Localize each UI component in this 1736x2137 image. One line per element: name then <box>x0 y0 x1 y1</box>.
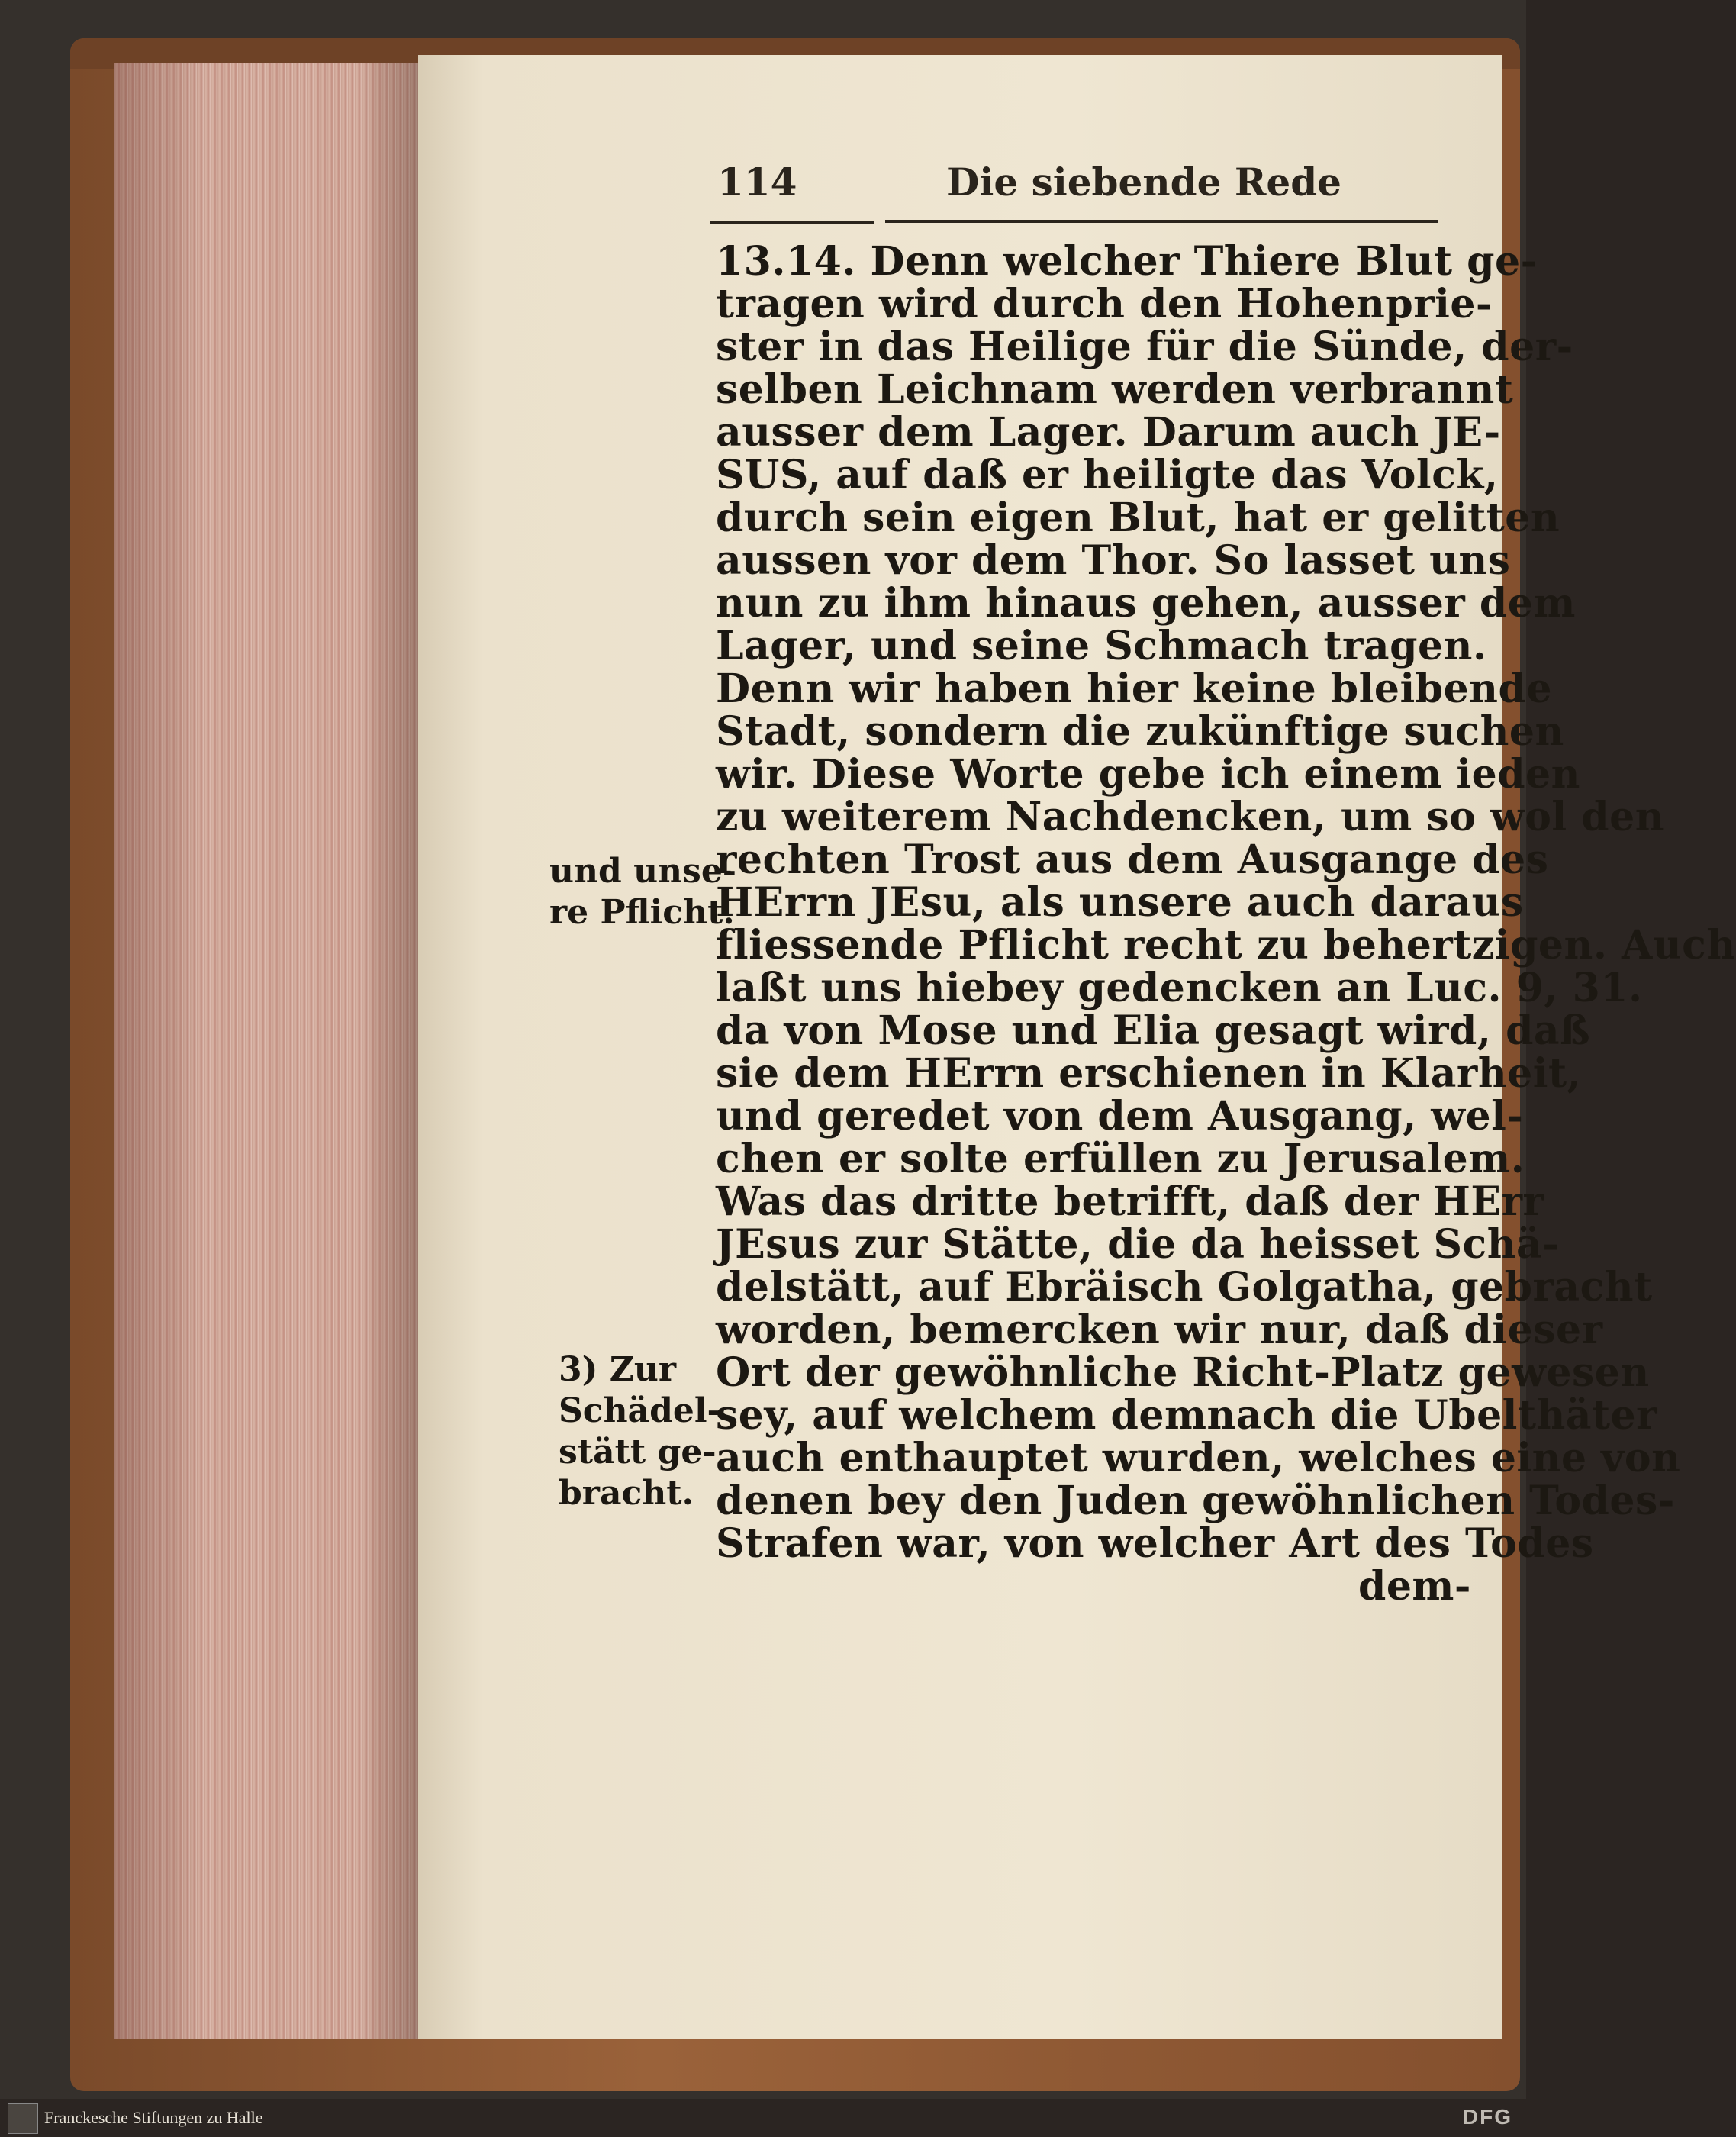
text-line: da von Mose und Elia gesagt wird, daß <box>716 1007 1591 1054</box>
funder-logo: DFG <box>1462 2105 1512 2129</box>
margin-note-line: Schädel- <box>559 1391 721 1430</box>
text-line: denen bey den Juden gewöhnlichen Todes- <box>716 1478 1675 1524</box>
text-line: Ort der gewöhnliche Richt-Platz gewesen <box>716 1349 1650 1396</box>
margin-note-pflicht <box>549 851 736 933</box>
text-line: tragen wird durch den Hohenprie- <box>716 281 1493 327</box>
running-title: Die siebende Rede <box>946 160 1341 205</box>
text-line: rechten Trost aus dem Ausgange des <box>716 836 1549 883</box>
text-line: 13.14. Denn welcher Thiere Blut ge- <box>716 238 1538 285</box>
text-line: zu weiterem Nachdencken, um so wol den <box>716 794 1665 840</box>
text-line: und geredet von dem Ausgang, wel- <box>716 1093 1524 1139</box>
page-fore-edge <box>114 63 420 2039</box>
running-header <box>702 156 1465 210</box>
text-line: delstätt, auf Ebräisch Golgatha, gebracht <box>716 1264 1653 1310</box>
margin-note-line: und unse- <box>549 852 737 891</box>
text-line: auch enthauptet wurden, welches eine von <box>716 1435 1681 1481</box>
text-line: worden, bemercken wir nur, daß dieser <box>716 1307 1603 1353</box>
margin-note-line: 3) Zur <box>559 1350 677 1389</box>
text-line: Denn wir haben hier keine bleibende <box>716 666 1552 712</box>
text-line: Strafen war, von welcher Art des Todes <box>716 1520 1594 1567</box>
body-text <box>716 238 1736 1610</box>
margin-note-line: stätt ge- <box>559 1433 717 1471</box>
header-rule-left <box>710 221 874 224</box>
foundation-logo-icon <box>8 2103 38 2134</box>
text-line: wir. Diese Worte gebe ich einem ieden <box>716 751 1580 798</box>
text-line: SUS, auf daß er heiligte das Volck, <box>716 452 1499 498</box>
text-line: aussen vor dem Thor. So lasset uns <box>716 537 1511 584</box>
text-line: ster in das Heilige für die Sünde, der- <box>716 324 1573 370</box>
text-line: sey, auf welchem demnach die Ubelthäter <box>716 1392 1657 1439</box>
text-line: JEsus zur Stätte, die da heisset Schä- <box>716 1221 1560 1268</box>
margin-note-schaedelstaett <box>559 1349 721 1514</box>
text-line: laßt uns hiebey gedencken an Luc. 9, 31. <box>716 965 1643 1011</box>
text-line: sie dem HErrn erschienen in Klarheit, <box>716 1050 1582 1097</box>
library-credit: Franckesche Stiftungen zu Halle <box>44 2108 263 2127</box>
header-rule-right <box>885 220 1438 223</box>
text-line: durch sein eigen Blut, hat er gelitten <box>716 495 1560 541</box>
text-line: HErrn JEsu, als unsere auch daraus <box>716 879 1524 926</box>
text-line: chen er solte erfüllen zu Jerusalem. <box>716 1136 1525 1182</box>
text-line: Stadt, sondern die zukünftige suchen <box>716 708 1564 755</box>
margin-note-line: bracht. <box>559 1474 694 1513</box>
text-line: fliessende Pflicht recht zu behertzigen. Auch <box>716 922 1736 969</box>
text-line: selben Leichnam werden verbrannt <box>716 366 1514 413</box>
text-line: Lager, und seine Schmach tragen. <box>716 623 1487 669</box>
page-number: 114 <box>717 160 797 205</box>
viewer-footer <box>0 2099 1526 2137</box>
margin-note-line: re Pflicht. <box>549 893 735 932</box>
text-line: dem- <box>1358 1563 1471 1610</box>
text-line: Was das dritte betrifft, daß der HErr <box>716 1178 1544 1225</box>
text-line: nun zu ihm hinaus gehen, ausser dem <box>716 580 1576 627</box>
text-line: ausser dem Lager. Darum auch JE- <box>716 409 1501 456</box>
